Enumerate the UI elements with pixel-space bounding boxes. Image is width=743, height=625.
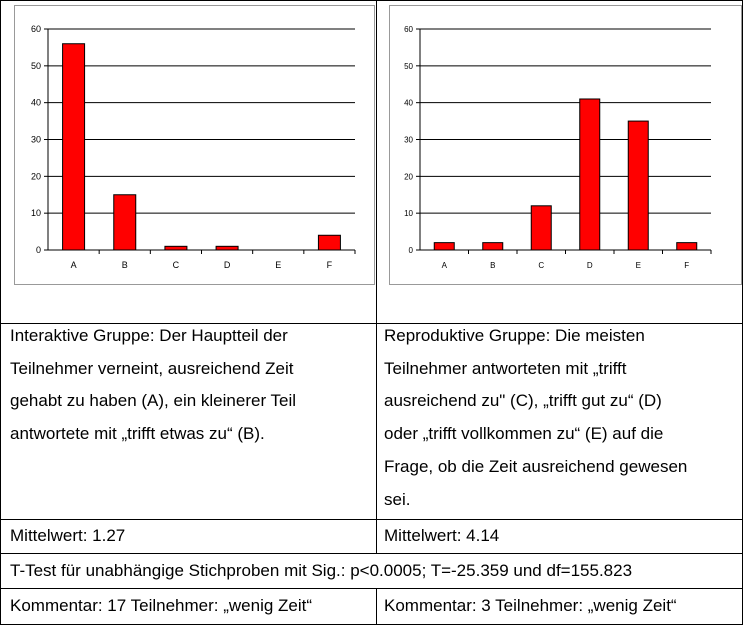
- x-tick-label: D: [223, 260, 231, 270]
- column-divider: [376, 0, 377, 553]
- bar-F: [318, 235, 340, 250]
- description-line: antwortete mit „trifft etwas zu“ (B).: [10, 424, 265, 444]
- x-tick-label: F: [326, 260, 333, 270]
- table-border-left: [0, 0, 1, 625]
- bar-A: [63, 44, 85, 250]
- x-tick-label: B: [121, 260, 128, 270]
- left-description: [10, 320, 374, 451]
- y-tick-label: 50: [404, 61, 413, 71]
- right-description: [384, 320, 740, 516]
- x-tick-label: E: [275, 260, 282, 270]
- y-tick-label: 0: [35, 245, 41, 255]
- bar-D: [216, 246, 238, 250]
- description-line: Teilnehmer antworteten mit „trifft: [384, 358, 627, 378]
- y-tick-label: 10: [404, 209, 413, 219]
- y-tick-label: 60: [404, 25, 413, 34]
- right-comment: Kommentar: 3 Teilnehmer: „wenig Zeit“: [384, 596, 677, 615]
- description-line: Interaktive Gruppe: Der Hauptteil der: [10, 326, 288, 345]
- table-border-top: [0, 0, 743, 1]
- description-line: Reproduktive Gruppe: Die meisten: [384, 326, 645, 345]
- x-tick-label: F: [684, 261, 690, 270]
- table-rule: [0, 553, 743, 554]
- right-mean: Mittelwert: 4.14: [384, 526, 500, 545]
- description-line: oder „trifft vollkommen zu“ (E) auf die: [384, 424, 664, 444]
- bar-chart-reproductive: [390, 6, 741, 284]
- ttest-result: T-Test für unabhängige Stichproben mit Sig.: p<0.0005; T=-25.359 und df=155.823: [10, 561, 633, 580]
- y-tick-label: 30: [404, 135, 413, 145]
- chart-interactive-group: [14, 5, 375, 285]
- bar-B: [114, 195, 136, 250]
- y-tick-label: 0: [408, 246, 413, 255]
- column-divider: [376, 588, 377, 625]
- y-tick-label: 10: [30, 208, 41, 219]
- description-line: sei.: [384, 489, 411, 509]
- y-tick-label: 60: [30, 24, 41, 34]
- x-tick-label: E: [635, 261, 641, 270]
- x-tick-label: A: [441, 261, 447, 270]
- description-line: gehabt zu haben (A), ein kleinerer Teil: [10, 391, 297, 411]
- x-tick-label: C: [172, 260, 180, 270]
- left-comment: Kommentar: 17 Teilnehmer: „wenig Zeit“: [10, 596, 313, 615]
- description-line: Frage, ob die Zeit ausreichend gewesen: [384, 456, 688, 476]
- bar-D: [580, 99, 600, 250]
- bar-B: [483, 243, 503, 250]
- x-tick-label: C: [538, 261, 545, 270]
- bar-A: [434, 243, 454, 250]
- left-mean: Mittelwert: 1.27: [10, 526, 126, 545]
- bar-F: [677, 243, 697, 250]
- y-tick-label: 50: [30, 60, 41, 71]
- bar-E: [628, 121, 648, 250]
- bar-C: [531, 206, 551, 250]
- x-tick-label: A: [70, 260, 77, 270]
- y-tick-label: 40: [30, 97, 41, 108]
- x-tick-label: B: [490, 261, 496, 270]
- y-tick-label: 30: [30, 134, 41, 145]
- description-line: ausreichend zu" (C), „trifft gut zu“ (D): [384, 391, 662, 411]
- y-tick-label: 40: [404, 98, 413, 108]
- y-tick-label: 20: [30, 171, 41, 182]
- bar-C: [165, 246, 187, 250]
- chart-reproductive-group: [389, 5, 742, 285]
- y-tick-label: 20: [404, 172, 413, 182]
- x-tick-label: D: [586, 261, 593, 270]
- bar-chart-interactive: [15, 6, 374, 284]
- description-line: Teilnehmer verneint, ausreichend Zeit: [10, 358, 294, 378]
